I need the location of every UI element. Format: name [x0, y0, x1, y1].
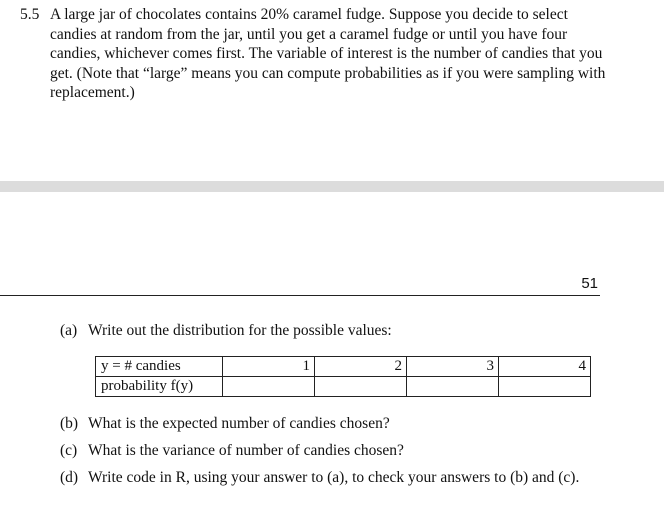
prob-cell-1 [223, 377, 315, 397]
row-label-candies: y = # candies [96, 357, 223, 377]
header-rule [0, 295, 600, 296]
row-label-probability: probability f(y) [96, 377, 223, 397]
part-b-text: What is the expected number of candies chosen? [88, 415, 390, 432]
part-a-label: (a) [60, 322, 78, 339]
value-cell-1: 1 [223, 357, 315, 377]
problem-statement [20, 5, 610, 103]
part-a [60, 321, 605, 341]
part-d [60, 468, 605, 488]
problem-text: A large jar of chocolates contains 20% caramel fudge. Suppose you decide to select candies at random from the jar, until you get a caramel fudge or until you have four candies, whichever comes first. The variable of interest is the number of candies that you get. (Note that “large” means you can compute probabilities as if you were sampling with replacement.) [50, 6, 606, 101]
table-row-values [96, 357, 591, 377]
part-c-text: What is the variance of number of candies chosen? [88, 442, 404, 459]
part-c-label: (c) [60, 442, 78, 459]
part-a-text: Write out the distribution for the possible values: [88, 322, 392, 339]
part-d-label: (d) [60, 469, 79, 486]
problem-number: 5.5 [20, 6, 40, 23]
value-cell-3: 3 [407, 357, 499, 377]
prob-cell-4 [499, 377, 591, 397]
page-number: 51 [581, 275, 598, 292]
table-row-probability [96, 377, 591, 397]
prob-cell-2 [315, 377, 407, 397]
part-b [60, 414, 605, 434]
prob-cell-3 [407, 377, 499, 397]
value-cell-2: 2 [315, 357, 407, 377]
distribution-table [95, 356, 591, 397]
part-c [60, 441, 605, 461]
part-b-label: (b) [60, 415, 79, 432]
part-d-text: Write code in R, using your answer to (a), to check your answers to (b) and (c). [88, 469, 580, 486]
value-cell-4: 4 [499, 357, 591, 377]
page-separator [0, 181, 664, 192]
